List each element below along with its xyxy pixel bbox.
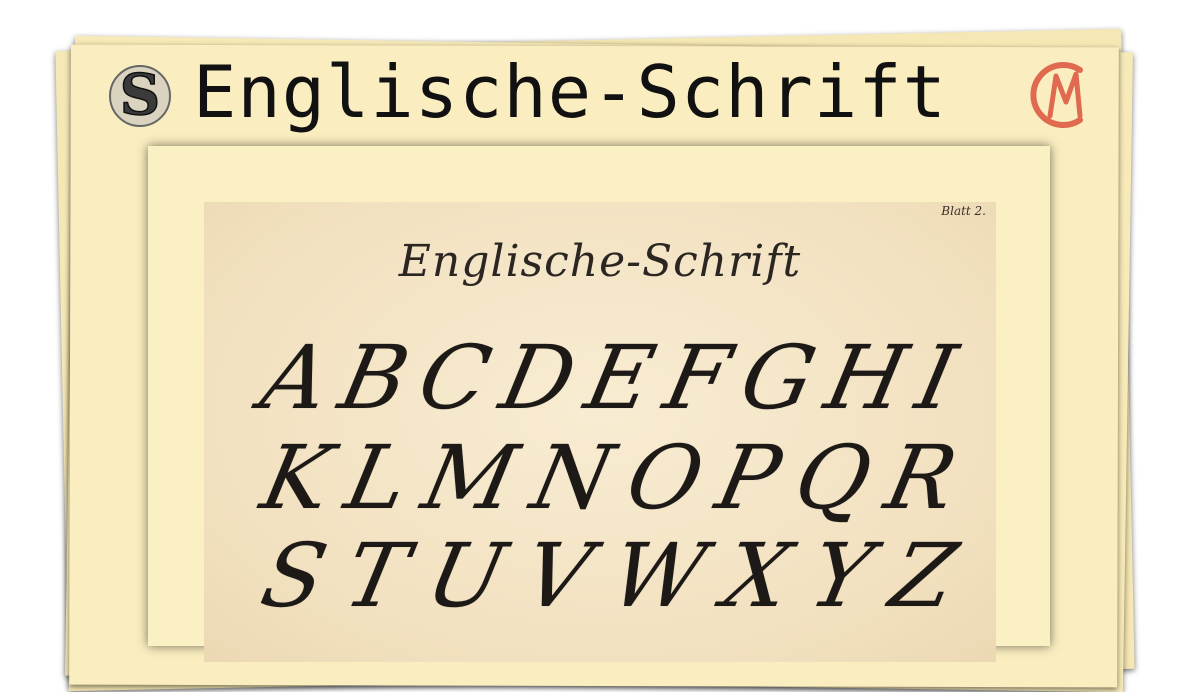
s-logo-icon [104, 56, 176, 132]
letter: X [715, 524, 800, 627]
letter: U [418, 524, 515, 627]
letter: H [816, 326, 916, 429]
cm-logo-icon [1022, 56, 1102, 134]
letter: D [492, 326, 585, 429]
letter: T [336, 524, 418, 627]
letter: W [601, 524, 715, 627]
letter: N [522, 426, 622, 529]
letter: E [577, 326, 664, 429]
letter: Q [786, 426, 881, 529]
letter: A [253, 326, 339, 429]
letter: O [618, 426, 713, 529]
letter: G [732, 326, 825, 429]
alphabet-row-1 [253, 326, 965, 429]
letter: S [253, 524, 336, 627]
plate-title: Englische-Schrift [398, 236, 802, 287]
letter: L [337, 426, 418, 529]
alphabet-row-2 [253, 426, 965, 529]
alphabet-row-3 [253, 524, 966, 627]
letter: I [908, 326, 965, 429]
letter: R [876, 426, 965, 529]
letter: M [414, 426, 527, 529]
page-label: Blatt 2. [941, 204, 986, 218]
letter: V [515, 524, 601, 627]
scan-frame [148, 146, 1050, 646]
s-logo-letter: S [119, 62, 161, 128]
letter: P [708, 426, 790, 529]
calligraphy-plate [204, 202, 996, 662]
letter: K [253, 426, 341, 529]
letter: F [656, 326, 740, 429]
letter: Y [800, 524, 881, 627]
page-title: Englische-Schrift [193, 50, 947, 134]
letter: C [410, 326, 500, 429]
letter: Z [881, 524, 966, 627]
letter: B [331, 326, 418, 429]
